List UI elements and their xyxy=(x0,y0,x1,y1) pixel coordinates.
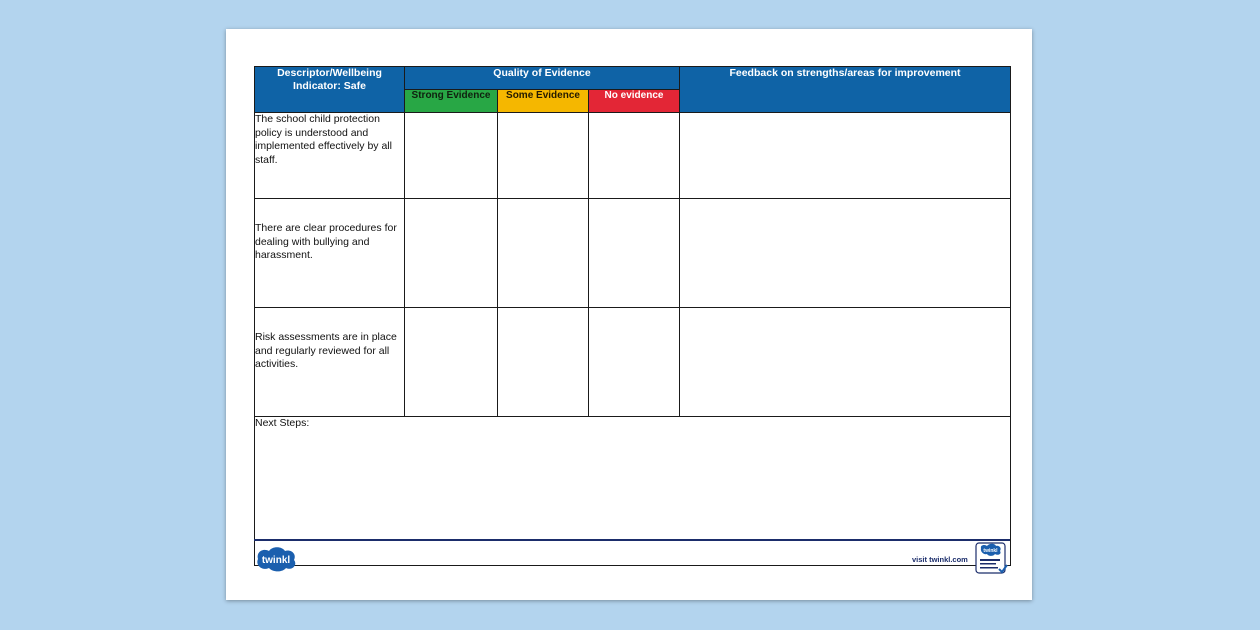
badge-text: twinkl xyxy=(983,548,998,554)
strong-evidence-cell[interactable] xyxy=(405,113,498,199)
footer-divider xyxy=(254,539,1010,541)
evidence-table xyxy=(254,66,1011,566)
table-row xyxy=(255,308,1011,417)
feedback-header: Feedback on strengths/areas for improvement xyxy=(680,67,1011,113)
strong-evidence-cell[interactable] xyxy=(405,199,498,308)
row-descriptor: There are clear procedures for dealing with bullying and harassment. xyxy=(255,199,405,308)
strong-evidence-cell[interactable] xyxy=(405,308,498,417)
visit-link[interactable]: visit twinkl.com xyxy=(912,555,968,564)
feedback-cell[interactable] xyxy=(680,308,1011,417)
some-evidence-cell[interactable] xyxy=(498,199,589,308)
table-row xyxy=(255,113,1011,199)
feedback-cell[interactable] xyxy=(680,113,1011,199)
no-evidence-cell[interactable] xyxy=(589,113,680,199)
twinkl-logo xyxy=(254,545,298,573)
table-row xyxy=(255,199,1011,308)
some-evidence-cell[interactable] xyxy=(498,113,589,199)
no-evidence-header: No evidence xyxy=(589,90,680,113)
worksheet-page xyxy=(226,29,1032,600)
next-steps-cell[interactable]: Next Steps: xyxy=(255,417,1011,566)
no-evidence-cell[interactable] xyxy=(589,199,680,308)
row-descriptor: The school child protection policy is understood and implemented effectively by all staff. xyxy=(255,113,405,199)
approved-badge xyxy=(975,542,1008,575)
feedback-cell[interactable] xyxy=(680,199,1011,308)
descriptor-header: Descriptor/Wellbeing Indicator: Safe xyxy=(255,67,405,113)
no-evidence-cell[interactable] xyxy=(589,308,680,417)
quality-header: Quality of Evidence xyxy=(405,67,680,90)
logo-text: twinkl xyxy=(261,555,291,566)
row-descriptor: Risk assessments are in place and regularly reviewed for all activities. xyxy=(255,308,405,417)
strong-evidence-header: Strong Evidence xyxy=(405,90,498,113)
some-evidence-header: Some Evidence xyxy=(498,90,589,113)
some-evidence-cell[interactable] xyxy=(498,308,589,417)
